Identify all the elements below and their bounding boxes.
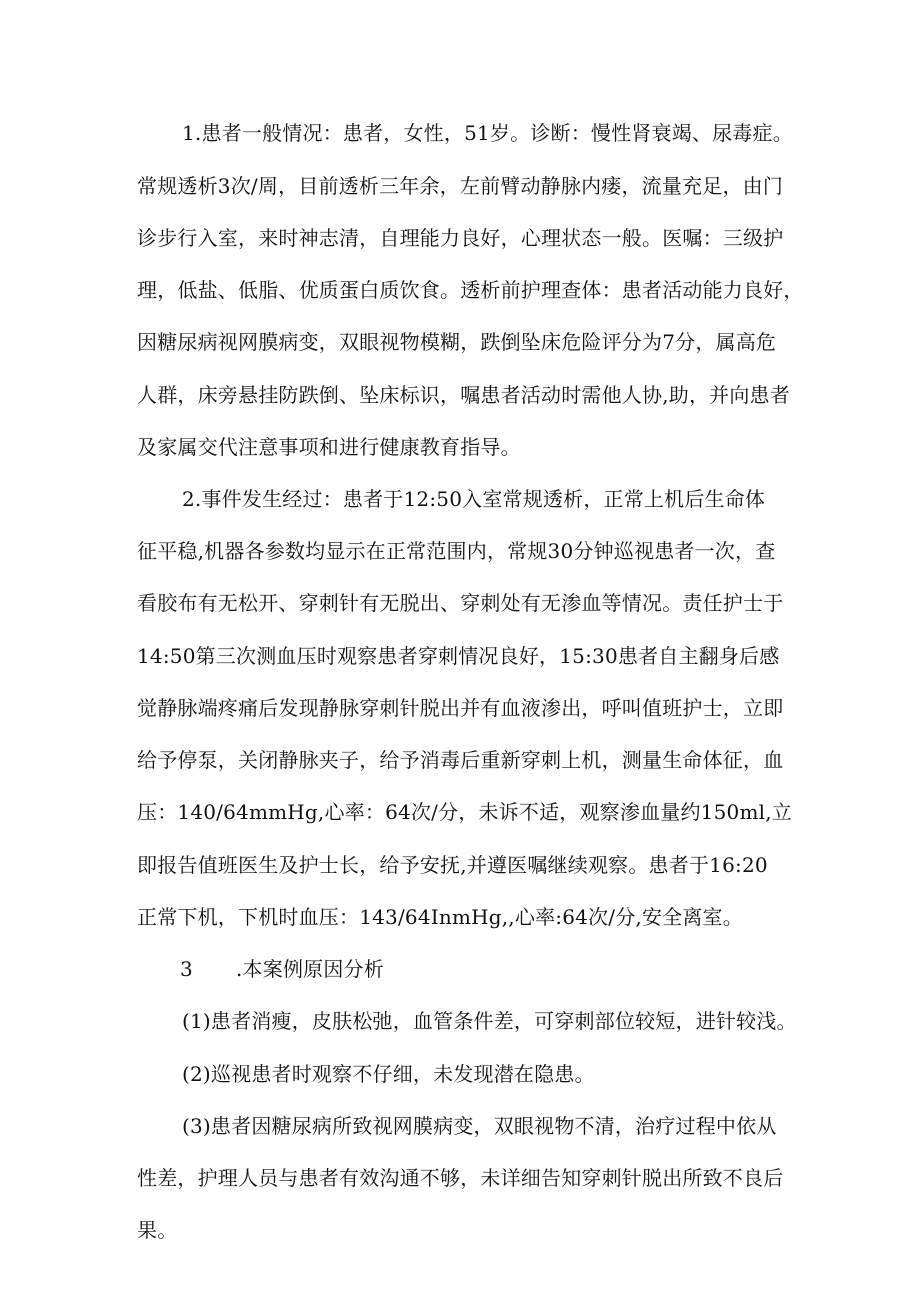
paragraph-1-line-7: 及家属交代注意事项和进行健康教育指导。	[137, 435, 521, 459]
reason-1: (1)患者消瘦，皮肤松弛，血管条件差，可穿刺部位较短，进针较浅。	[182, 1009, 797, 1033]
paragraph-2-line-9: 正常下机，下机时血压：143/64InmHg,,心率:64次/分,安全离室。	[137, 905, 743, 929]
paragraph-1-line-3: 诊步行入室，来时神志清，自理能力良好，心理状态一般。医嘱：三级护	[137, 226, 784, 250]
paragraph-2-line-2: 征平稳,机器各参数均显示在正常范围内，常规30分钟巡视患者一次，查	[137, 539, 776, 563]
paragraph-2-line-7: 压：140/64mmHg,心率：64次/分，未诉不适，观察渗血量约150ml,立	[137, 800, 792, 824]
paragraph-1-line-5: 因糖尿病视网膜病变，双眼视物模糊，跌倒坠床危险评分为7分，属高危	[137, 330, 777, 354]
section-3-heading	[180, 957, 920, 981]
paragraph-1-line-2: 常规透析3次/周，目前透析三年余，左前臂动静脉内瘘，流量充足，由门	[137, 174, 784, 198]
paragraph-2-line-1: 2.事件发生经过：患者于12:50入室常规透析，正常上机后生命体	[182, 487, 766, 511]
section-3-number: 3	[180, 957, 193, 981]
reason-3-line-3: 果。	[137, 1218, 178, 1242]
paragraph-2-line-3: 看胶布有无松开、穿刺针有无脱出、穿刺处有无渗血等情况。责任护士于	[137, 591, 784, 615]
paragraph-1-line-4: 理，低盐、低脂、优质蛋白质饮食。透析前护理查体：患者活动能力良好，	[137, 278, 804, 302]
paragraph-2-line-6: 给予停泵，关闭静脉夹子，给予消毒后重新穿刺上机，测量生命体征，血	[137, 748, 784, 772]
paragraph-1-line-1: 1.患者一般情况：患者，女性，51岁。诊断：慢性肾衰竭、尿毒症。	[182, 121, 793, 145]
paragraph-2-line-8: 即报告值班医生及护士长，给予安抚,并遵医嘱继续观察。患者于16:20	[137, 853, 768, 877]
reason-3-line-2: 性差，护理人员与患者有效沟通不够，未详细告知穿刺针脱出所致不良后	[137, 1166, 784, 1190]
paragraph-2-line-4: 14:50第三次测血压时观察患者穿刺情况良好，15:30患者自主翻身后感	[137, 644, 780, 668]
reason-2: (2)巡视患者时观察不仔细，未发现潜在隐患。	[182, 1062, 595, 1086]
reason-3-line-1: (3)患者因糖尿病所致视网膜病变，双眼视物不清，治疗过程中依从	[182, 1114, 777, 1138]
section-3-title: .本案例原因分析	[236, 957, 384, 981]
paragraph-1-line-6: 人群，床旁悬挂防跌倒、坠床标识，嘱患者活动时需他人协,助，并向患者	[137, 383, 790, 407]
paragraph-2-line-5: 觉静脉端疼痛后发现静脉穿刺针脱出并有血液渗出，呼叫值班护士，立即	[137, 696, 784, 720]
